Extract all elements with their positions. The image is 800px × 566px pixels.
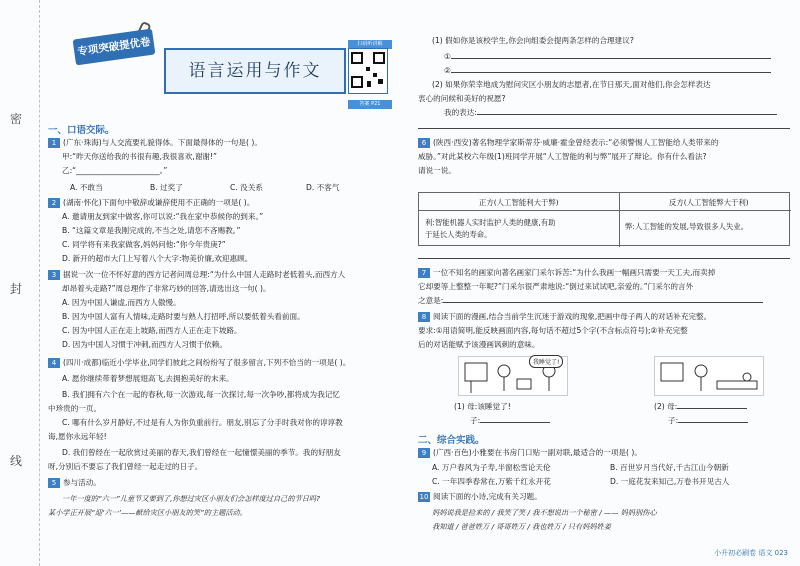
answer-page-ref: 答案 P21 — [348, 100, 392, 109]
question-6 — [418, 138, 718, 148]
question-text: 据说一次一位不怀好意的西方记者问周总理:“为什么中国人走路时老低着头,而西方人 — [63, 270, 346, 279]
option: C. 同学将有来我家做客,妈妈问他:“你今年贵庚?” — [62, 240, 226, 249]
question-number: 7 — [418, 268, 430, 278]
blank-label: ① — [444, 52, 451, 61]
option: B. “这篇文章是我刚完成的,不当之处,请您不吝赐教。” — [62, 226, 241, 235]
blank-label: 之意是: — [418, 296, 444, 305]
option: A. 愿你继续带着梦想展翅高飞,去拥抱美好的未来。 — [62, 374, 234, 383]
question-text: 阅读下面的小诗,完成有关习题。 — [433, 492, 542, 501]
table-cell-pro: 利:智能机器人实时监护人类的健康,有助 — [425, 218, 556, 227]
option: C. 没关系 — [230, 183, 263, 192]
blank-label: 子: — [668, 416, 679, 425]
table-header-con: 反方(人工智能弊大于利) — [669, 198, 749, 207]
caption-1-blank[interactable] — [470, 416, 550, 426]
option: B. 百世岁月当代好,千古江山今朝新 — [610, 463, 729, 472]
question-number: 10 — [419, 493, 429, 501]
blank-label: ② — [444, 66, 451, 75]
question-7 — [418, 268, 715, 278]
subquestion: (1) 假如你是该校学生,你会向组委会提两条怎样的合理建议? — [432, 36, 634, 45]
table-divider — [619, 193, 620, 247]
passage-line: 一年一度的“六一”儿童节又要到了,你想过灾区小朋友们会怎样度过自己的节日吗? — [62, 494, 320, 503]
answer-line[interactable] — [443, 302, 763, 303]
option: D. 因为中国人习惯于冲刺,而西方人习惯于依赖。 — [62, 340, 227, 349]
dialogue-line: 甲:“昨天你送给我的书很有趣,我很喜欢,谢谢!” — [62, 152, 217, 161]
answer-line[interactable] — [677, 408, 747, 409]
option: C. 哪有什么岁月静好,不过是有人为你负重前行。朋友,别忘了分手时我对你的谆谆教 — [62, 418, 343, 427]
section-heading-practice: 二、综合实践。 — [418, 435, 485, 446]
option: A. 邀请朋友到家中做客,你可以说:“我在家中恭候你的到来。” — [62, 212, 264, 221]
page-title: 语言运用与作文 — [188, 61, 322, 81]
answer-line[interactable] — [418, 258, 790, 259]
answer-blank-3[interactable] — [444, 108, 777, 118]
option: A. 万户春风为子寿,半窗松雪论天伦 — [432, 463, 551, 472]
question-number: 1 — [48, 138, 60, 148]
option: D. 不客气 — [306, 183, 340, 192]
answer-blank-7[interactable] — [418, 296, 763, 306]
table-cell-pro-cont: 于延长人类的寿命。 — [425, 230, 492, 239]
question-text: (广东·珠海)与人交流要礼貌得体。下面最得体的一句是( )。 — [63, 138, 262, 147]
question-text: 它却要等上整整一年呢?”门采尔很严肃地说:“倒过来试试吧,亲爱的。”门采尔的言外 — [418, 282, 694, 291]
dialogue-line: 乙:“______________________。” — [62, 166, 168, 175]
comic-panel-1 — [458, 356, 568, 396]
question-text: 一位不知名的画家向著名画家门采尔诉苦:“为什么我画一幅画只需要一天工夫,而卖掉 — [433, 268, 716, 277]
blank-label: (2) 母: — [654, 402, 678, 411]
blank-label: 我的表达: — [444, 108, 477, 117]
table-header-pro: 正方(人工智能利大于弊) — [479, 198, 559, 207]
option: D. 新开的超市大门上写着八个大字:物美价廉,欢迎惠顾。 — [62, 254, 253, 263]
section-heading-oral: 一、口语交际。 — [48, 125, 115, 136]
option: A. 因为中国人谦虚,而西方人傲慢。 — [62, 298, 181, 307]
question-8 — [418, 312, 711, 322]
question-number: 2 — [48, 198, 60, 208]
left-column — [44, 0, 404, 566]
question-number: 4 — [48, 358, 60, 368]
option-cont: 呀,分别后不要忘了我们曾经一起走过的日子。 — [48, 462, 203, 471]
question-text: 参与活动。 — [63, 478, 101, 487]
page-title-box — [164, 48, 346, 94]
question-2 — [48, 198, 254, 208]
question-10 — [418, 492, 542, 502]
caption-2b-blank[interactable] — [668, 416, 748, 426]
caption-2-blank[interactable] — [654, 402, 747, 412]
subquestion-cont: 衷心的问候和美好的祝愿? — [418, 94, 506, 103]
question-4 — [48, 358, 350, 368]
answer-line[interactable] — [477, 114, 777, 115]
question-text: (陕西·西安)著名物理学家斯蒂芬·威廉·霍金曾经表示:“必须警惕人工智能给人类带来的 — [433, 138, 719, 147]
question-text: 请说一说。 — [418, 166, 456, 175]
question-9 — [418, 448, 642, 458]
answer-line-full[interactable] — [418, 122, 790, 132]
option: B. 我们拥有六个在一起的春秋,每一次游戏,每一次探讨,每一次争吵,都将成为我记忆 — [62, 390, 340, 399]
debate-table — [418, 192, 790, 246]
option: D. 我们曾经在一起欣赏过美丽的春天,我们曾经在一起憧憬美丽的季节。我的好朋友 — [62, 448, 341, 457]
binding-gutter — [0, 0, 40, 566]
qr-caption: 扫码听讲解 — [348, 40, 392, 49]
section-ribbon: 专项突破提优卷 — [73, 29, 156, 66]
option: B. 因为中国人富有人情味,走路时要与熟人打招呼,所以要低着头看前面。 — [62, 312, 305, 321]
poem-line: 妈妈说我是捡来的 / 我笑了笑 / 我不想说出一个秘密 / —— 妈妈别伤心 — [432, 508, 657, 517]
option: C. 一年四季春常在,万紫千红永开花 — [432, 477, 551, 486]
answer-line[interactable] — [678, 422, 748, 423]
option-cont: 诲,愿你永远年轻! — [48, 432, 107, 441]
speech-bubble: 我睡觉了! — [529, 355, 563, 368]
question-text: 却昂着头走路?”周总理作了非常巧妙的回答,请选出这一句( )。 — [62, 284, 271, 293]
blank-label: 子: — [470, 416, 481, 425]
question-text: 后的对话能赋予该漫画讽刺的意味。 — [418, 340, 540, 349]
answer-line[interactable] — [480, 422, 550, 423]
answer-blank-2[interactable] — [444, 66, 771, 76]
right-column — [414, 0, 796, 566]
gutter-label-mi: 密 — [10, 112, 23, 126]
comic-panel-2 — [654, 356, 764, 396]
table-cell-con: 弊:人工智能的发展,导致很多人失业。 — [625, 222, 749, 231]
option-cont: 中珍贵的一页。 — [48, 404, 102, 413]
gutter-label-feng: 封 — [10, 282, 23, 296]
option: D. 一庭花发来知己,万卷书开见古人 — [610, 477, 730, 486]
question-5 — [48, 478, 101, 488]
option: A. 不敢当 — [70, 183, 103, 192]
question-text: 威胁。”对此某校六年级(1)班同学开展“人工智能的利与弊”展开了辩论。你有什么看法? — [418, 152, 707, 161]
qr-code-icon[interactable] — [348, 48, 388, 94]
question-number: 3 — [48, 270, 60, 280]
question-1 — [48, 138, 262, 148]
answer-blank-1[interactable] — [444, 52, 771, 62]
question-number: 8 — [418, 312, 430, 322]
answer-line[interactable] — [418, 128, 790, 129]
question-number: 6 — [418, 138, 430, 148]
question-text: (四川·成都)临近小学毕业,同学们彼此之间纷纷写了很多留言,下列不恰当的一项是( )。 — [63, 358, 351, 367]
caption-1: (1) 母:该睡觉了! — [454, 402, 511, 411]
option: B. 过奖了 — [150, 183, 183, 192]
question-text: (湖南·怀化)下面句中敬辞或谦辞使用不正确的一项是( )。 — [63, 198, 255, 207]
question-number: 5 — [48, 478, 60, 488]
gutter-label-xian: 线 — [10, 454, 23, 468]
question-number: 9 — [418, 448, 430, 458]
subquestion: (2) 如果你荣幸地成为慰问灾区小朋友的志愿者,在节日那天,面对他们,你会怎样表达 — [432, 80, 711, 89]
option: C. 因为中国人正在走上坡路,而西方人正在走下坡路。 — [62, 326, 242, 335]
question-text: 要求:①用语简明,能反映画面内容,每句话不超过5个字(不含标点符号);②补充完整 — [418, 326, 688, 335]
question-text: (广西·百色)小雅要在书房门口贴一副对联,最适合的一项是( )。 — [433, 448, 642, 457]
question-text: 阅读下面的漫画,结合当前学生沉迷于游戏的现象,把画中母子两人的对话补充完整。 — [433, 312, 712, 321]
answer-line[interactable] — [451, 58, 771, 59]
poem-line: 我知道 / 爸爸姓万 / 哥哥姓万 / 我也姓万 / 只有妈妈姓姜 — [432, 522, 611, 531]
passage-line: 某小学正开展“迎‘六一’——献给灾区小朋友的笑”的主题活动。 — [48, 508, 247, 517]
page-footer: 小升初必刷卷 语文 023 — [714, 549, 788, 557]
answer-line-full[interactable] — [418, 252, 790, 262]
question-3 — [48, 270, 345, 280]
answer-line[interactable] — [451, 72, 771, 73]
